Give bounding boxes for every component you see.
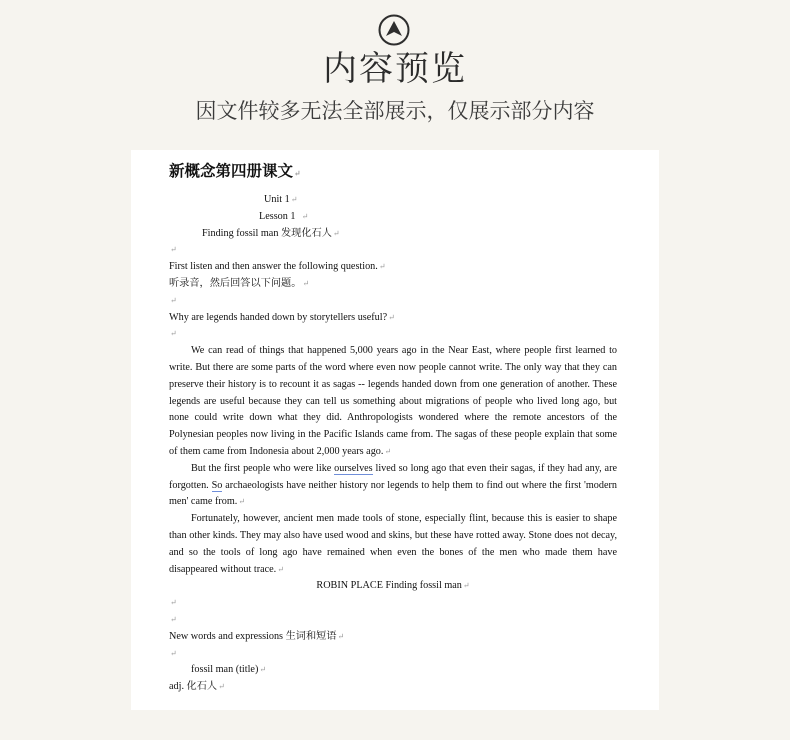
empty-line: ↵ [170, 245, 177, 255]
vocab-definition: adj. 化石人↵ [169, 681, 225, 693]
lesson-title: Finding fossil man 发现化石人↵ [202, 227, 340, 239]
vocab-heading: New words and expressions 生词和短语↵ [169, 630, 345, 642]
empty-line: ↵ [170, 598, 177, 608]
question-text: Why are legends handed down by storytellers useful?↵ [169, 311, 395, 323]
instruction-zh: 听录音，然后回答以下问题。↵ [169, 277, 310, 289]
spellcheck-underline[interactable]: ourselves [334, 462, 373, 474]
paragraph-1: We can read of things that happened 5,000 years ago in the Near East, where people first learned to write. But there are some parts of the word where even now people cannot write. The only way that they can preserve their history is to recount it as sagas -- legends handed down from one generation of another. These legends are useful because they can tell us something about migrations of people who lived long ago, but none could write down what they did. Anthropologists wondered where the remote ancestors of the Polynesian peoples now living in the Pacific Islands came from. The sagas of these people explain that some of them came from Indonesia about 2,000 years ago.↵ [169, 345, 617, 457]
vocab-item: fossil man (title)↵ [191, 664, 267, 676]
arrow-up-circle-icon[interactable] [378, 14, 410, 46]
document-body [169, 160, 617, 696]
attribution: ROBIN PLACE Finding fossil man↵ [316, 580, 470, 592]
preview-header [0, 0, 790, 150]
unit-label: Unit 1↵ [264, 194, 298, 205]
empty-line: ↵ [170, 614, 177, 624]
empty-line: ↵ [170, 648, 177, 658]
instruction-en: First listen and then answer the following question.↵ [169, 261, 386, 273]
paragraph-3: Fortunately, however, ancient men made tools of stone, especially flint, because this is easier to shape than other kinds. They may also have used wood and skins, but these have rotted away. Stone does not decay, and so the tools of long ago have remained when even the bones of the men who made them have disappeared without trace.↵ [169, 513, 617, 575]
lesson-label: Lesson 1 ↵ [259, 210, 309, 222]
document-preview [131, 150, 659, 710]
page-subtitle: 因文件较多无法全部展示，仅展示部分内容 [195, 99, 595, 123]
spellcheck-underline[interactable]: So [211, 479, 223, 491]
document-title: 新概念第四册课文↵ [169, 163, 301, 180]
empty-line: ↵ [170, 329, 177, 339]
empty-line: ↵ [170, 295, 177, 305]
page-title: 内容预览 [323, 49, 467, 89]
paragraph-2: But the first people who were like ourselves lived so long ago that even their sagas, if they had any, are forgotten. So archaeologists have neither history nor legends to help them to find out where the first 'modern men' came from.↵ [169, 462, 617, 508]
